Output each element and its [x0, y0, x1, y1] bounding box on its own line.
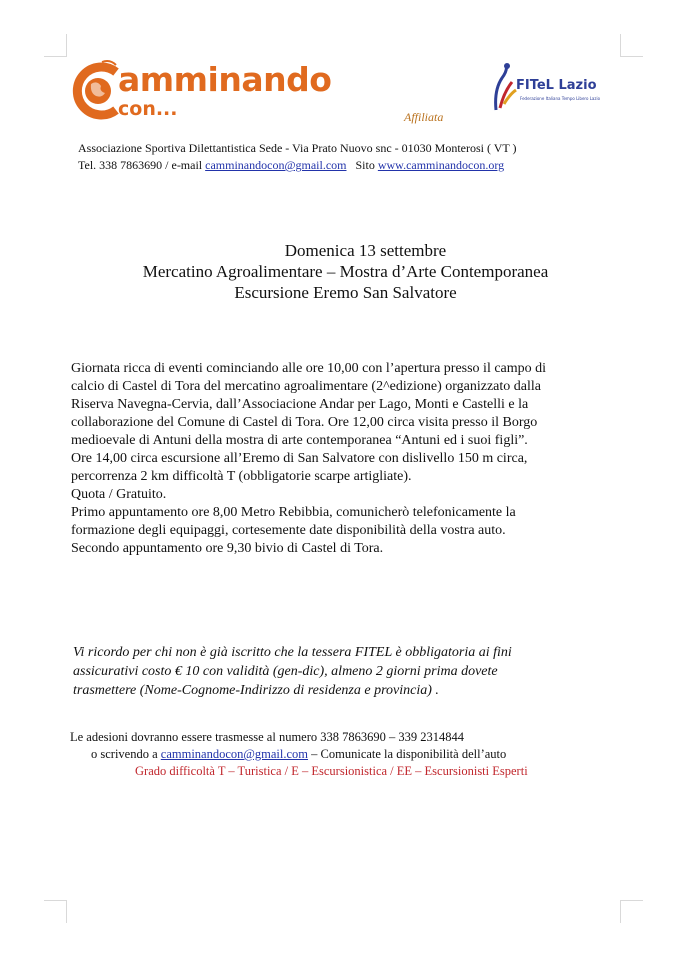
body-line: calcio di Castel di Tora del mercatino agroalimentare (2^edizione) organizzato dalla [71, 379, 541, 394]
logo-subtext: con... [118, 98, 178, 120]
body-line: percorrenza 2 km difficoltà T (obbligatorie scarpe artigliate). [71, 469, 412, 484]
event-date: Domenica 13 settembre [284, 241, 447, 260]
body-line: Riserva Navegna-Cervia, dall’Associacione Andar per Lago, Monti e Castelli e la [71, 397, 529, 412]
body-line: Ore 14,00 circa escursione all’Eremo di San Salvatore con dislivello 150 m circa, [71, 451, 528, 466]
body-line: Giornata ricca di eventi cominciando alle ore 10,00 con l’apertura presso il campo di [71, 361, 547, 376]
crop-mark-top-right [620, 34, 643, 57]
fitel-membership-note [73, 643, 613, 700]
body-line: Secondo appuntamento ore 9,30 bivio di Castel di Tora. [71, 541, 384, 556]
fitel-name: FITeL Lazio [516, 78, 597, 93]
footer-email-line [70, 746, 528, 763]
crop-mark-bottom-right [620, 900, 643, 923]
note-line: assicurativi costo € 10 con validità (gen-dic), almeno 2 giorni prima dovete [73, 664, 498, 679]
event-description [71, 360, 631, 558]
event-headline [0, 240, 691, 303]
association-info [78, 140, 517, 174]
footer-email-link[interactable]: camminandocon@gmail.com [160, 747, 309, 761]
body-line: collaborazione del Comune di Castel di Tora. Ore 12,00 circa visita presso il Borgo [71, 415, 538, 430]
website-link[interactable]: www.camminandocon.org [377, 158, 505, 172]
email-link[interactable]: camminandocon@gmail.com [205, 158, 347, 172]
logo-wordmark: amminando [118, 60, 332, 99]
event-title: Mercatino Agroalimentare – Mostra d’Arte Contemporanea [142, 262, 549, 281]
note-line: trasmettere (Nome-Cognome-Indirizzo di residenza e provincia) . [73, 683, 439, 698]
fitel-logo [490, 60, 601, 116]
association-contacts [78, 157, 517, 174]
event-subtitle: Escursione Eremo San Salvatore [234, 283, 457, 302]
body-line: medioevale di Antuni della mostra di arte contemporanea “Antuni ed i suoi figli”. [71, 433, 528, 448]
note-line: Vi ricordo per chi non è già iscritto che la tessera FITEL è obbligatoria ai fini [73, 645, 512, 660]
site-label: Sito [346, 158, 378, 172]
crop-mark-top-left [44, 34, 67, 57]
difficulty-legend: Grado difficoltà T – Turistica / E – Escursionistica / EE – Escursionisti Esperti [135, 764, 528, 778]
camminando-logo [72, 58, 372, 128]
body-line: Primo appuntamento ore 8,00 Metro Rebibbia, comunicherò telefonicamente la [71, 505, 516, 520]
footer-phone-line: Le adesioni dovranno essere trasmesse al numero 338 7863690 – 339 2314844 [70, 730, 465, 744]
body-line: Quota / Gratuito. [71, 487, 167, 502]
footer-contacts [70, 729, 528, 780]
crop-mark-bottom-left [44, 900, 67, 923]
tel-label: Tel. 338 7863690 / e-mail [78, 158, 206, 172]
fitel-tagline: Federazione Italiana Tempo Libero Lazio [520, 96, 601, 101]
footer-email-pre: o scrivendo a [91, 747, 161, 761]
footer-email-post: – Comunicate la disponibilità dell’auto [308, 747, 507, 761]
globe-c-icon [72, 58, 122, 124]
body-line: formazione degli equipaggi, cortesemente date disponibilità della vostra auto. [71, 523, 506, 538]
affiliata-label: Affiliata [404, 110, 444, 124]
association-address: Associazione Sportiva Dilettantistica Sede - Via Prato Nuovo snc - 01030 Monterosi ( VT ) [78, 141, 517, 155]
